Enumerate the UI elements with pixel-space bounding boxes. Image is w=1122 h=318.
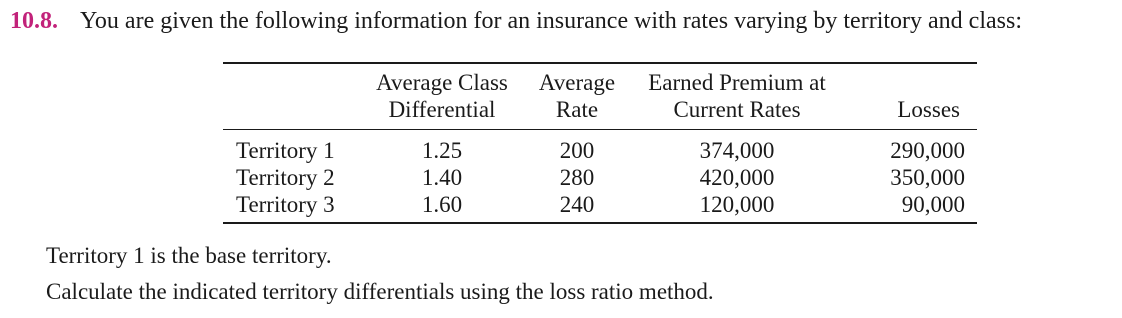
territory-name: Territory 3 xyxy=(236,192,335,217)
problem-statement xyxy=(10,6,1022,36)
header-premium-line2: Current Rates xyxy=(673,97,801,122)
header-average-class-differential xyxy=(357,63,527,130)
earned-premium-value: 420,000 xyxy=(699,165,775,190)
base-territory-note: Territory 1 is the base territory. xyxy=(46,243,332,268)
table-row xyxy=(223,191,977,223)
problem-number: 10.8. xyxy=(10,8,58,34)
task-instruction: Calculate the indicated territory differentials using the loss ratio method. xyxy=(46,279,714,304)
header-premium-line1: Earned Premium at xyxy=(648,70,826,95)
class-differential-value: 1.60 xyxy=(421,192,463,217)
problem-text: You are given the following information for an insurance with rates varying by territory and class: xyxy=(80,8,1022,34)
earned-premium-value: 120,000 xyxy=(699,192,775,217)
header-earned-premium xyxy=(627,63,847,130)
losses-value: 90,000 xyxy=(901,192,965,217)
header-losses: Losses xyxy=(897,97,960,122)
header-average-rate xyxy=(527,63,627,130)
class-differential-value: 1.25 xyxy=(421,138,463,163)
table-row xyxy=(223,164,977,191)
territory-name: Territory 1 xyxy=(236,138,335,163)
territory-data-table xyxy=(223,62,977,224)
data-table-container xyxy=(223,62,977,224)
header-rate-line1: Average xyxy=(538,70,616,95)
table-header-row xyxy=(223,63,977,130)
table-row xyxy=(223,130,977,165)
header-territory xyxy=(223,63,357,130)
class-differential-value: 1.40 xyxy=(421,165,463,190)
losses-value: 290,000 xyxy=(890,138,965,163)
header-class-diff-line2: Differential xyxy=(388,97,496,122)
header-rate-line2: Rate xyxy=(555,97,599,122)
territory-name: Territory 2 xyxy=(236,165,335,190)
header-class-diff-line1: Average Class xyxy=(376,70,508,95)
earned-premium-value: 374,000 xyxy=(699,138,775,163)
average-rate-value: 240 xyxy=(559,192,595,217)
problem-notes xyxy=(46,238,714,310)
average-rate-value: 280 xyxy=(559,165,595,190)
average-rate-value: 200 xyxy=(559,138,595,163)
losses-value: 350,000 xyxy=(890,165,965,190)
